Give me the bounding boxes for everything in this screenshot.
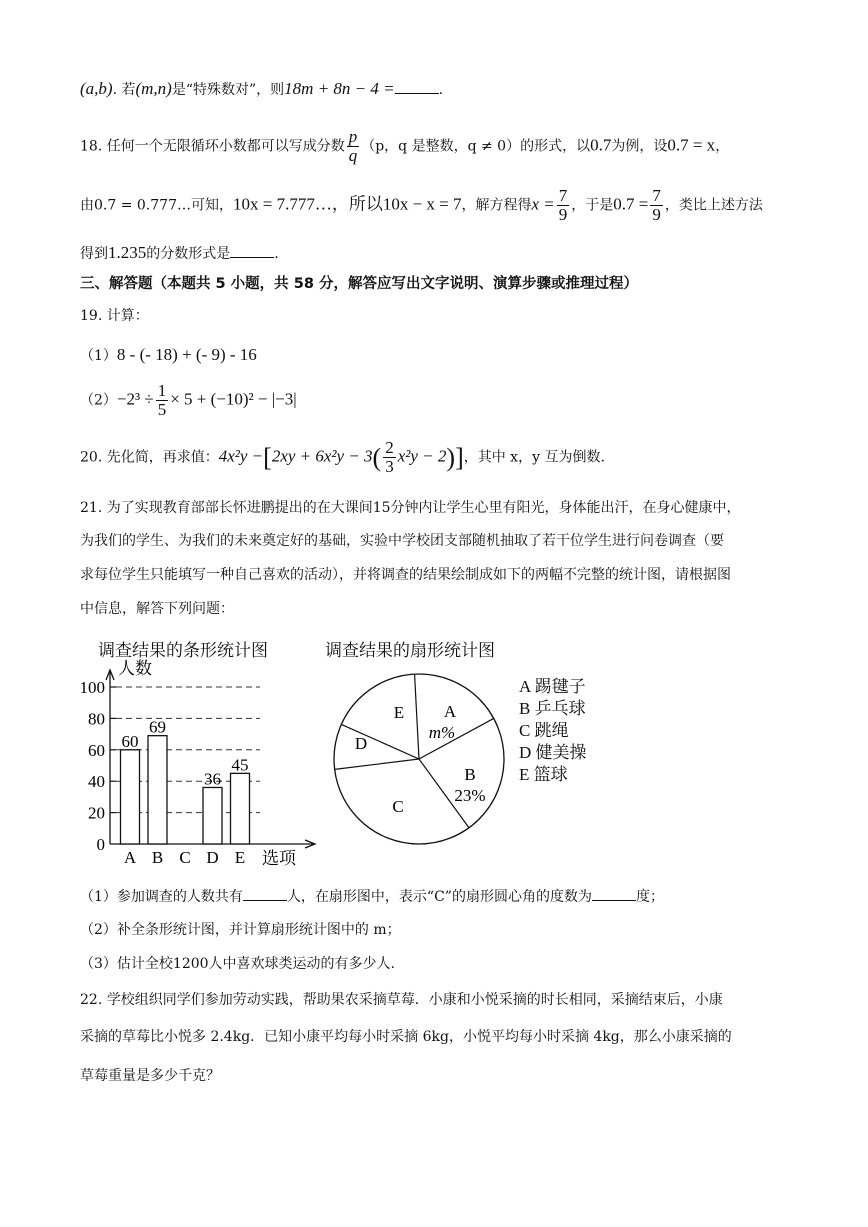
legend-item: D 健美操 — [519, 743, 587, 762]
pie-slice-label: E — [393, 703, 405, 722]
bar — [121, 750, 140, 844]
bar-value-label: 36 — [204, 769, 221, 789]
q18-l3-b: 的分数形式是 — [146, 246, 231, 262]
left-paren: ( — [372, 443, 382, 472]
legend-item: B 乒乓球 — [519, 699, 586, 718]
q19-part1 — [80, 342, 257, 368]
q21-sub1 — [80, 886, 664, 908]
fraction-p-q — [347, 128, 360, 165]
frac-num: 7 — [558, 186, 568, 205]
set-equation: 0.7 = x — [667, 135, 716, 155]
y-tick-label: 0 — [96, 835, 105, 854]
left-bracket: [ — [263, 443, 272, 472]
right-paren: ) — [446, 443, 456, 472]
fraction-7-9-b — [650, 187, 663, 224]
frac-num: 7 — [652, 186, 661, 205]
bar — [148, 736, 167, 844]
x-axis-label: 选项 — [262, 849, 296, 868]
pie-chart-title: 调查结果的扇形统计图 — [325, 641, 495, 661]
pair-ab: (a,b) — [80, 79, 113, 98]
q17-expression: 18m + 8n − 4 = — [284, 79, 395, 98]
q19-part2 — [80, 382, 297, 419]
q20-expr-c: x²y − 2 — [397, 446, 447, 466]
section-heading: 三、解答题（本题共 5 小题，共 58 分，解答应写出文字说明、演算步骤或推理过程） — [80, 276, 638, 292]
q20-text-b: ，其中 x，y 互为倒数. — [463, 449, 605, 466]
q21-line2: 为我们的学生、为我们的未来奠定好的基础，实验中学校团支部随机抽取了若干位学生进行问卷调查（要 — [80, 533, 724, 549]
q18-l3-a: 得到 — [80, 246, 108, 262]
q17-end: . — [438, 82, 444, 98]
pie-slice-percent: m% — [428, 723, 456, 742]
q18-l2-f: ，于是 — [571, 197, 614, 214]
q21-sub2: （2）补全条形统计图，并计算扇形统计图中的 m； — [80, 922, 401, 938]
q17-text1: . 若 — [112, 82, 136, 98]
bar-chart-title: 调查结果的条形统计图 — [98, 641, 268, 661]
q19-expression-2a: −2³ ÷ — [116, 389, 154, 409]
q18-l2-e: ，解方程得 — [461, 197, 532, 214]
q18-line1 — [80, 128, 729, 165]
q18-l3-end: . — [274, 246, 279, 262]
pie-slice-label: B — [464, 765, 476, 784]
q22-line3: 草莓重量是多少千克？ — [80, 1068, 220, 1084]
repeating-decimal: 1.235 — [108, 243, 147, 262]
bar-value-label: 60 — [121, 731, 139, 751]
example-number: 0.7 — [590, 135, 612, 155]
q20-expr-b: 2xy + 6x²y − 3 — [271, 446, 373, 466]
sub1-text-b: 人，在扇形图中，表示“C”的扇形圆心角的度数为 — [286, 889, 592, 905]
pie-legend — [519, 676, 587, 786]
frac-den: 5 — [157, 399, 167, 419]
part-label: （2） — [80, 392, 117, 409]
q18-l2-h: ，类比上述方法 — [664, 197, 763, 214]
q18-line2 — [80, 187, 763, 224]
part-label: （1） — [80, 348, 117, 364]
frac-num: 2 — [385, 438, 394, 458]
pie-slice-label: C — [392, 797, 404, 816]
q22-line1: 22. 学校组织同学们参加劳动实践，帮助果农采摘草莓．小康和小悦采摘的时长相同，采摘结束后，小康 — [80, 992, 723, 1008]
q20-expr-a: 4x²y − — [218, 446, 264, 466]
sub1-text-c: 度； — [635, 889, 664, 905]
fraction-2-3 — [383, 439, 396, 476]
bar-value-label: 69 — [149, 717, 166, 737]
x-equals: x = — [531, 194, 555, 214]
q17-text2: 是“特殊数对”，则 — [171, 82, 285, 98]
x-tick-label: A — [123, 848, 137, 867]
q19-expression-1: 8 - (- 18) + (- 9) - 16 — [116, 345, 257, 364]
answer-blank[interactable] — [592, 886, 636, 901]
x-tick-label: E — [234, 848, 246, 867]
frac-num: 1 — [157, 381, 167, 400]
frac-num: p — [348, 127, 358, 146]
q18-l2-g: 0.7 = — [613, 194, 649, 214]
q18-l2-c: 10x = 7.777…，所以 — [232, 194, 383, 214]
x-tick-label: C — [179, 848, 191, 867]
frac-den: q — [348, 145, 358, 165]
legend-item: E 篮球 — [519, 765, 568, 784]
pie-slice-percent: 23% — [454, 786, 486, 805]
y-tick-label: 20 — [88, 803, 105, 823]
answer-blank[interactable] — [230, 243, 274, 258]
pie-slice-label: D — [354, 734, 368, 753]
bar — [203, 787, 222, 844]
pie-slice-label: A — [443, 702, 457, 721]
y-tick-label: 80 — [88, 709, 105, 729]
bar-chart — [60, 650, 360, 880]
frac-den: 9 — [558, 204, 568, 224]
q18-text-b: （p，q 是整数，q ≠ 0）的形式，以 — [361, 138, 591, 155]
fraction-7-9 — [557, 187, 570, 224]
q19-title: 19. 计算： — [80, 308, 149, 324]
q18-end: ， — [715, 138, 730, 155]
q21-line1: 21. 为了实现教育部部长怀进鹏提出的在大课间15分钟内让学生心里有阳光，身体能出汗，在身心健康中， — [80, 500, 741, 516]
q22-line2: 采摘的草莓比小悦多 2.4kg．已知小康平均每小时采摘 6kg，小悦平均每小时采摘 4kg，那么小康采摘的 — [80, 1029, 732, 1045]
q18-l2-d: 10x − x = 7 — [382, 194, 462, 214]
q17-tail — [80, 76, 443, 102]
q18-l2-b: 0.7 = 0.777…可知， — [94, 197, 233, 214]
answer-blank[interactable] — [243, 886, 287, 901]
y-tick-label: 40 — [88, 772, 105, 792]
right-bracket: ] — [455, 443, 464, 472]
frac-den: 9 — [652, 204, 661, 224]
q19-expression-2b: × 5 + (−10)² − |−3| — [170, 389, 297, 409]
y-tick-label: 60 — [88, 740, 105, 760]
bar-value-label: 45 — [231, 755, 249, 775]
x-tick-label: D — [206, 848, 219, 867]
x-tick-label: B — [151, 848, 164, 867]
q21-sub3: （3）估计全校1200人中喜欢球类运动的有多少人. — [80, 956, 395, 972]
fraction-1-5 — [156, 382, 169, 419]
bar — [231, 773, 250, 844]
q18-l2-a: 由 — [80, 197, 94, 214]
y-tick-label: 100 — [79, 678, 105, 697]
q20-text: 20. 先化简，再求值： — [80, 449, 219, 466]
pair-mn: (m,n) — [135, 79, 172, 98]
q18-text: 18. 任何一个无限循环小数都可以写成分数 — [80, 138, 345, 155]
answer-blank[interactable] — [395, 79, 439, 94]
q18-line3 — [80, 240, 279, 266]
q21-line3: 求每位学生只能填写一种自己喜欢的活动），并将调查的结果绘制成如下的两幅不完整的统计图，请根据图 — [80, 567, 731, 583]
q21-line4: 中信息，解答下列问题： — [80, 601, 234, 617]
sub1-text-a: （1）参加调查的人数共有 — [80, 889, 243, 905]
q18-text-c: 为例，设 — [611, 138, 668, 155]
q20 — [80, 438, 605, 477]
pie-chart — [320, 662, 520, 862]
y-axis-label: 人数 — [118, 659, 152, 678]
frac-den: 3 — [385, 457, 394, 476]
legend-item: A 踢毽子 — [519, 677, 586, 696]
legend-item: C 跳绳 — [519, 721, 569, 740]
